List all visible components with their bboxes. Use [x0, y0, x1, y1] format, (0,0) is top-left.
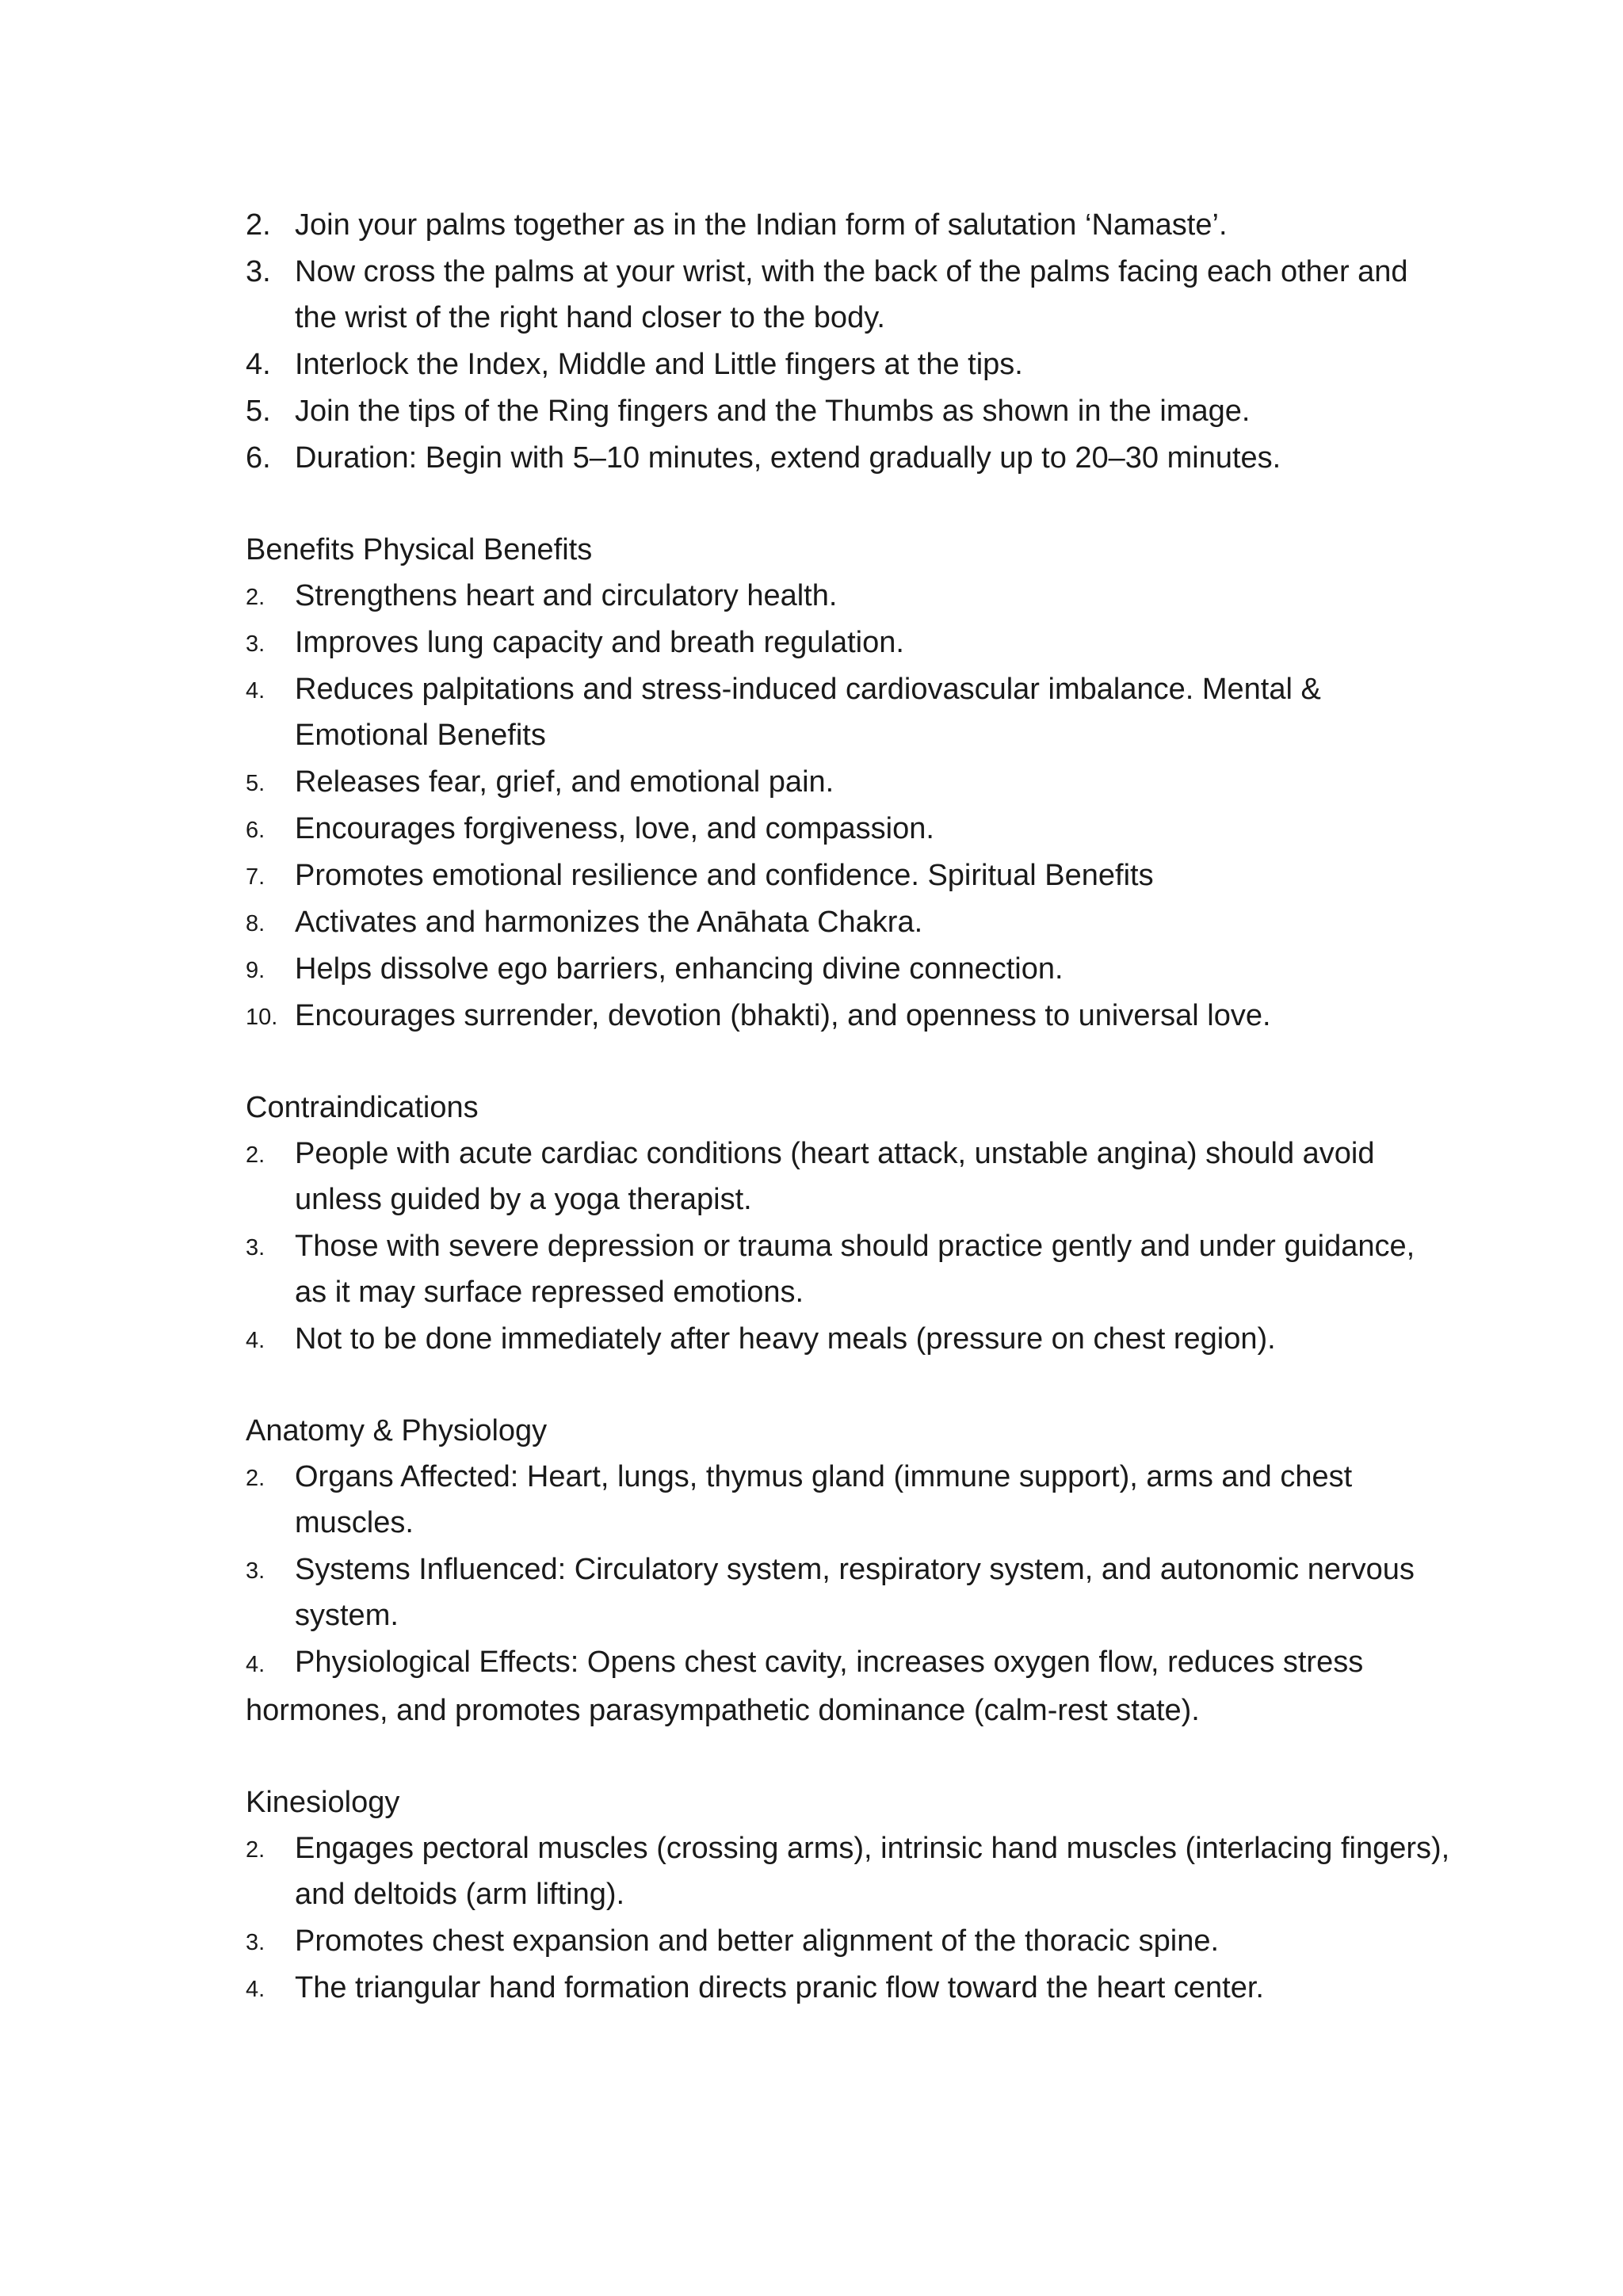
list-item — [246, 573, 1450, 619]
list-item — [246, 249, 1450, 341]
item-text: Not to be done immediately after heavy meals (pressure on chest region). — [295, 1322, 1276, 1356]
list-item — [246, 1825, 1450, 1917]
steps-list — [246, 202, 1450, 481]
list-item — [246, 806, 1450, 852]
item-number: 3. — [246, 1930, 265, 1955]
list-item — [246, 341, 1450, 387]
item-number: 6. — [246, 441, 271, 475]
item-text: Activates and harmonizes the Anāhata Chakra. — [295, 906, 923, 939]
item-text: Join the tips of the Ring fingers and the Thumbs as shown in the image. — [295, 395, 1251, 428]
item-text: The triangular hand formation directs pranic flow toward the heart center. — [295, 1971, 1264, 2004]
list-item — [246, 993, 1450, 1039]
list-item — [246, 946, 1450, 992]
item-number: 4. — [246, 678, 265, 704]
benefits-heading: Benefits Physical Benefits — [246, 533, 593, 566]
list-item — [246, 1131, 1450, 1222]
item-text: Helps dissolve ego barriers, enhancing divine connection. — [295, 952, 1064, 986]
item-number: 2. — [246, 1837, 265, 1863]
item-text: Join your palms together as in the Indian form of salutation ‘Namaste’. — [295, 208, 1228, 242]
list-item — [246, 1223, 1450, 1315]
kinesiology-heading: Kinesiology — [246, 1786, 400, 1819]
item-number: 3. — [246, 631, 265, 657]
item-number: 4. — [246, 1652, 265, 1677]
item-text: Promotes emotional resilience and confidence. Spiritual Benefits — [295, 859, 1154, 892]
list-item — [246, 1454, 1450, 1546]
item-text: Systems Influenced: Circulatory system, respiratory system, and autonomic nervous system. — [295, 1553, 1415, 1632]
item-text: Organs Affected: Heart, lungs, thymus gland (immune support), arms and chest muscles. — [295, 1460, 1353, 1539]
list-item — [246, 435, 1450, 481]
item-number: 8. — [246, 911, 265, 936]
contraindications-heading: Contraindications — [246, 1091, 479, 1124]
item-text: Promotes chest expansion and better alignment of the thoracic spine. — [295, 1924, 1220, 1958]
item-number: 5. — [246, 395, 271, 428]
list-item — [246, 1316, 1450, 1362]
list-item — [246, 759, 1450, 805]
list-item — [246, 1965, 1450, 2011]
list-item — [246, 852, 1450, 898]
list-item — [246, 899, 1450, 945]
item-number: 2. — [246, 1142, 265, 1168]
item-number: 2. — [246, 585, 265, 610]
item-number: 4. — [246, 1977, 265, 2002]
anatomy-heading: Anatomy & Physiology — [246, 1414, 548, 1447]
item-number: 3. — [246, 1235, 265, 1261]
item-number: 5. — [246, 771, 265, 796]
document-page — [246, 202, 1450, 2011]
item-text: Encourages surrender, devotion (bhakti), and openness to universal love. — [295, 999, 1271, 1032]
item-number: 10. — [246, 1005, 278, 1030]
item-number: 3. — [246, 255, 271, 288]
list-item — [246, 1639, 1450, 1733]
item-number: 4. — [246, 1328, 265, 1353]
item-text: Engages pectoral muscles (crossing arms), intrinsic hand muscles (interlacing fingers), and deltoids (arm lifting). — [295, 1832, 1450, 1911]
item-number: 2. — [246, 1466, 265, 1491]
item-text: Reduces palpitations and stress-induced cardiovascular imbalance. Mental & Emotional Benefits — [295, 673, 1321, 752]
item-text: Now cross the palms at your wrist, with the back of the palms facing each other and the wrist of the right hand closer to the body. — [295, 255, 1408, 334]
item-text: Duration: Begin with 5–10 minutes, extend gradually up to 20–30 minutes. — [295, 441, 1281, 475]
item-number: 2. — [246, 208, 271, 242]
item-number: 4. — [246, 348, 271, 381]
list-item — [246, 388, 1450, 434]
item-text: Those with severe depression or trauma should practice gently and under guidance, as it may surface repressed emotions. — [295, 1230, 1415, 1309]
item-number: 9. — [246, 958, 265, 983]
item-text: People with acute cardiac conditions (heart attack, unstable angina) should avoid unless guided by a yoga therapist. — [295, 1137, 1375, 1216]
list-item — [246, 620, 1450, 666]
item-number: 7. — [246, 864, 265, 890]
item-text: Encourages forgiveness, love, and compassion. — [295, 812, 934, 845]
item-text: Interlock the Index, Middle and Little fingers at the tips. — [295, 348, 1023, 381]
kinesiology-list — [246, 1825, 1450, 2011]
list-item — [246, 202, 1450, 248]
list-item — [246, 666, 1450, 758]
item-number: 3. — [246, 1558, 265, 1584]
item-text: Improves lung capacity and breath regulation. — [295, 626, 904, 659]
contraindications-list — [246, 1131, 1450, 1362]
item-text: Physiological Effects: Opens chest cavity, increases oxygen flow, reduces stress hormones, and promotes parasympathetic dominance (calm-rest state). — [246, 1646, 1364, 1727]
list-item — [246, 1918, 1450, 1964]
item-number: 6. — [246, 818, 265, 843]
item-text: Releases fear, grief, and emotional pain. — [295, 765, 834, 799]
list-item — [246, 1547, 1450, 1638]
benefits-list — [246, 573, 1450, 1039]
item-text: Strengthens heart and circulatory health. — [295, 579, 838, 612]
anatomy-list — [246, 1454, 1450, 1733]
